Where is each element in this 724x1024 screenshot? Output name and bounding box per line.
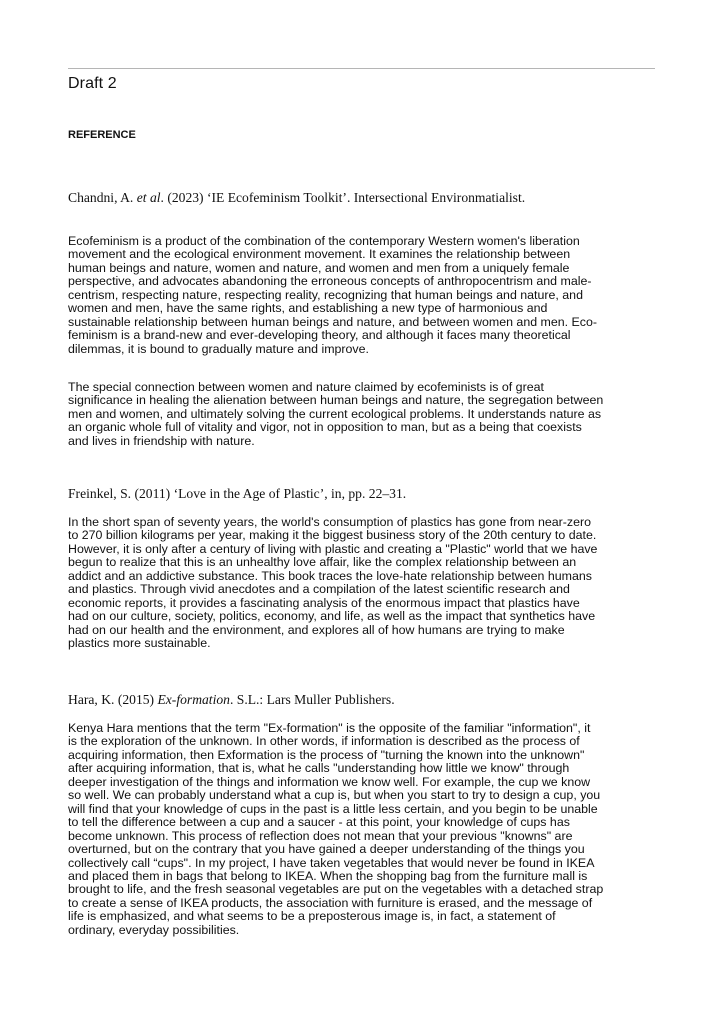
- paragraph-line: so well. We can probably understand what a cup is, but when you start to try to design a cup, you: [68, 788, 601, 803]
- paragraph-line: collectively call “cups". In my project, I have taken vegetables that would never be found in IKEA: [68, 855, 595, 870]
- citation-italic: et al: [136, 190, 161, 205]
- paragraph-line: had on our health and the environment, and explores all of how humans are trying to make: [68, 622, 565, 637]
- paragraph-line: men and women, and ultimately solving the current ecological problems. It understands nature as: [68, 406, 602, 421]
- citation-text: Hara, K. (2015): [68, 692, 158, 707]
- citation-italic: Ex-formation: [157, 692, 230, 707]
- paragraph-line: acquiring information, then Exformation is the process of "turning the known into the unknown": [68, 747, 585, 762]
- paragraph-line: centrism, respecting nature, respecting reality, recognizing that human beings and nature, and: [68, 287, 583, 302]
- paragraph-line: become unknown. This process of reflection does not mean that your previous "knowns" are: [68, 828, 573, 843]
- paragraph-line: and plastics. Through vivid anecdotes and a compilation of the latest scientific research and: [68, 582, 570, 597]
- paragraph-line: The special connection between women and nature claimed by ecofeminists is of great: [68, 380, 544, 394]
- paragraph-line: deeper investigation of the things and information we know well. For example, the cup we know: [68, 774, 591, 789]
- paragraph-line: Ecofeminism is a product of the combination of the contemporary Western women's liberation: [68, 234, 580, 248]
- paragraph-line: life is emphasized, and what seems to be a preposterous image is, in fact, a statement of: [68, 909, 556, 924]
- reference-citation: [68, 485, 668, 502]
- paragraph-line: However, it is only after a century of living with plastic and creating a "Plastic" world that we have: [68, 541, 598, 556]
- citation-text: . (2023) ‘IE Ecofeminism Toolkit’. Intersectional Environmatialist.: [160, 190, 526, 205]
- paragraph-line: sustainable relationship between human beings and nature, and between women and men. Eco-: [68, 314, 598, 329]
- paragraph-line: perspective, and advocates abandoning the erroneous concepts of anthropocentrism and male-: [68, 274, 592, 289]
- paragraph-line: to 270 billion kilograms per year, making it the biggest business story of the 20th century to date.: [68, 528, 597, 543]
- paragraph-line: begun to realize that this is an unhealthy love affair, like the complex relationship between an: [68, 555, 577, 570]
- reference-citation: [68, 189, 668, 206]
- draft-title: Draft 2: [68, 75, 117, 92]
- section-heading: REFERENCE: [68, 129, 136, 141]
- reference-summary-paragraph: [68, 722, 658, 937]
- reference-summary-paragraph: [68, 381, 658, 448]
- reference-citation: [68, 691, 668, 708]
- paragraph-line: dilemmas, it is bound to gradually mature and improve.: [68, 341, 369, 356]
- paragraph-line: and placed them in bags that belong to IKEA. When the shopping bag from the furniture mall is: [68, 868, 588, 883]
- paragraph-line: brought to life, and the fresh seasonal vegetables are put on the vegetables with a detached strap: [68, 882, 604, 897]
- paragraph-line: movement and the ecological environment movement. It examines the relationship between: [68, 247, 571, 262]
- paragraph-line: had on our culture, society, politics, economy, and life, as well as the impact that synthetics have: [68, 609, 596, 624]
- reference-summary-paragraph: [68, 235, 658, 356]
- paragraph-line: addict and an addictive substance. This book traces the love-hate relationship between humans: [68, 568, 592, 583]
- reference-summary-paragraph: [68, 516, 658, 651]
- paragraph-line: an organic whole full of vitality and vigor, not in opposition to man, but as a being that coexists: [68, 420, 582, 435]
- citation-text: Freinkel, S. (2011) ‘Love in the Age of Plastic’, in, pp. 22–31.: [68, 486, 407, 501]
- paragraph-line: to create a sense of IKEA products, the association with furniture is erased, and the message of: [68, 895, 593, 910]
- paragraph-line: overturned, but on the contrary that you have gained a deeper understanding of the things you: [68, 842, 585, 857]
- paragraph-line: will find that your knowledge of cups in the past is a little less certain, and you begin to be unable: [68, 801, 598, 816]
- citation-text: . S.L.: Lars Muller Publishers.: [229, 692, 395, 707]
- paragraph-line: feminism is a brand-new and ever-developing theory, and although it faces many theoretical: [68, 328, 571, 343]
- paragraph-line: In the short span of seventy years, the world's consumption of plastics has gone from near-zero: [68, 515, 592, 529]
- paragraph-line: women and men, have the same rights, and establishing a new type of harmonious and: [68, 301, 548, 316]
- paragraph-line: to tell the difference between a cup and a saucer - at this point, your knowledge of cups has: [68, 815, 570, 830]
- paragraph-line: ordinary, everyday possibilities.: [68, 922, 240, 937]
- paragraph-line: plastics more sustainable.: [68, 636, 211, 651]
- paragraph-line: economic reports, it provides a fascinating analysis of the enormous impact that plastics have: [68, 595, 580, 610]
- top-divider: [68, 68, 655, 69]
- paragraph-line: human beings and nature, women and nature, and women and men from a uniquely female: [68, 260, 570, 275]
- paragraph-line: and lives in friendship with nature.: [68, 433, 255, 448]
- paragraph-line: significance in healing the alienation between human beings and nature, the segregation between: [68, 393, 604, 408]
- paragraph-line: after acquiring information, that is, what he calls "understanding how little we know" through: [68, 761, 570, 776]
- paragraph-line: is the exploration of the unknown. In other words, if information is described as the process of: [68, 734, 580, 749]
- citation-text: Chandni, A.: [68, 190, 137, 205]
- paragraph-line: Kenya Hara mentions that the term "Ex-formation" is the opposite of the familiar "information", it: [68, 721, 591, 735]
